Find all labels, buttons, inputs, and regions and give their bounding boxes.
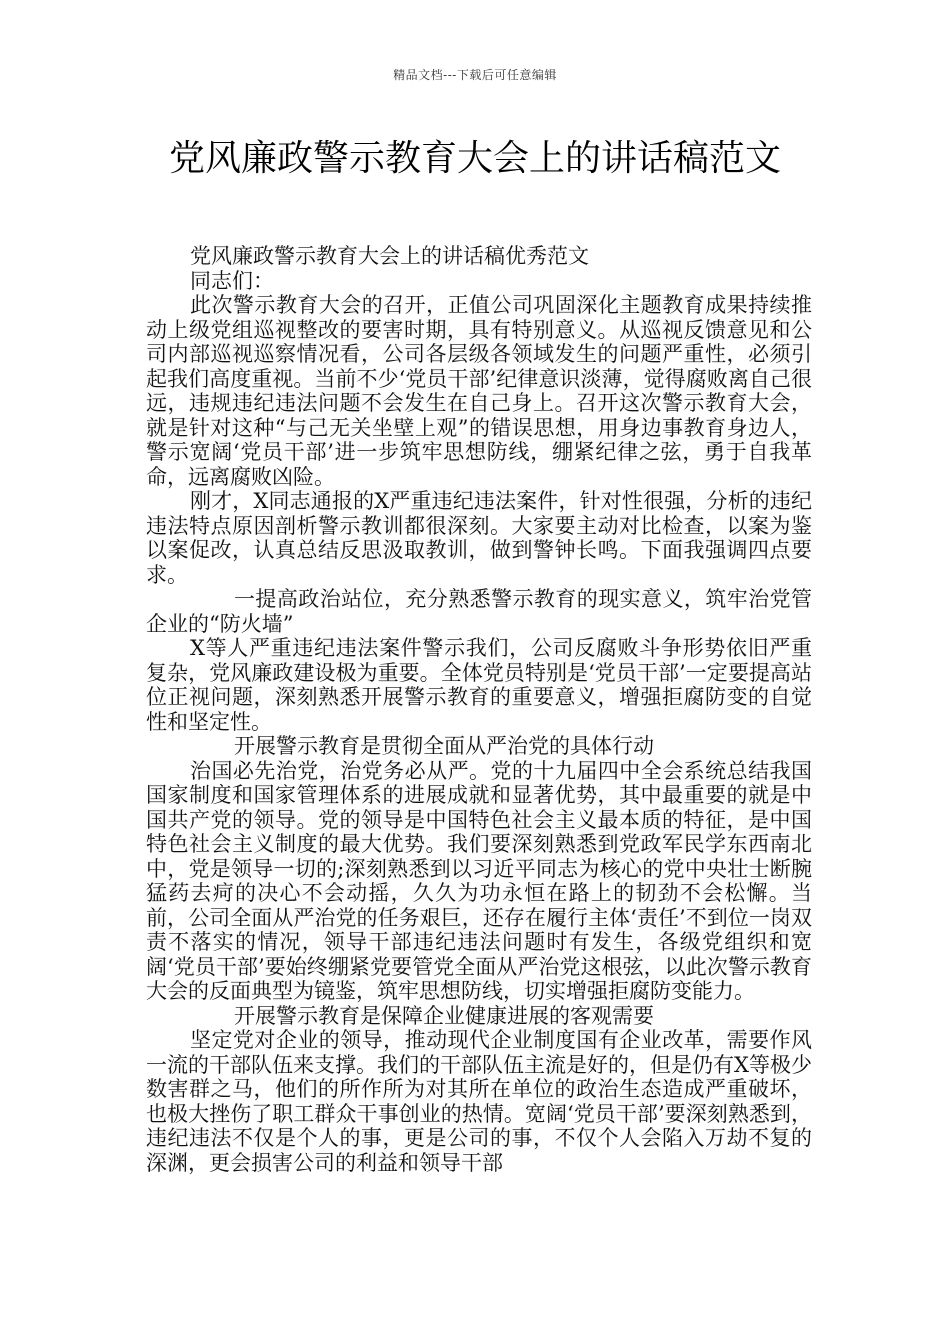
section-heading: 一提高政治站位，充分熟悉警示教育的现实意义，筑牢治党管企业的“防火墙” <box>146 587 812 636</box>
subsection-heading: 开展警示教育是保障企业健康进展的客观需要 <box>234 1003 654 1028</box>
body-paragraph: X等人严重违纪违法案件警示我们，公司反腐败斗争形势依旧严重复杂，党风廉政建设极为重要。全体党员特别是‘党员干部’一定要提高站位正视问题，深刻熟悉开展警示教育的重要意义，增强拒腐防变的自觉性和坚定性。 <box>146 636 812 734</box>
header-note: 精品文档---下载后可任意编辑 <box>393 68 557 82</box>
document-title: 党风廉政警示教育大会上的讲话稿范文 <box>168 138 781 179</box>
salutation-paragraph: 同志们： <box>190 268 274 293</box>
document-body <box>146 244 812 1175</box>
body-paragraph: 治国必先治党，治党务必从严。党的十九届四中全会系统总结我国国家制度和国家管理体系的进展成就和显著优势，其中最重要的就是中国共产党的领导。党的领导是中国特色社会主义最本质的特征，是中国特色社会主义制度的最大优势。我们要深刻熟悉到党政军民学东西南北中，党是领导一切的;深刻熟悉到以习近平同志为核心的党中央壮士断腕猛药去疴的决心不会动摇，久久为功永恒在路上的韧劲不会松懈。当前，公司全面从严治党的任务艰巨，还存在履行主体‘责任’不到位一岗双责不落实的情况，领导干部违纪违法问题时有发生，各级党组织和宽阔‘党员干部’要始终绷紧党要管党全面从严治党这根弦，以此次警示教育大会的反面典型为镜鉴，筑牢思想防线，切实增强拒腐防变能力。 <box>146 758 812 1003</box>
body-paragraph: 此次警示教育大会的召开，正值公司巩固深化主题教育成果持续推动上级党组巡视整改的要害时期，具有特别意义。从巡视反馈意见和公司内部巡视巡察情况看，公司各层级各领域发生的问题严重性，必须引起我们高度重视。当前不少‘党员干部’纪律意识淡薄，觉得腐败离自己很远，违规违纪违法问题不会发生在自己身上。召开这次警示教育大会，就是针对这种“与己无关坐壁上观”的错误思想，用身边事教育身边人，警示宽阔‘党员干部’进一步筑牢思想防线，绷紧纪律之弦，勇于自我革命，远离腐败凶险。 <box>146 293 812 489</box>
body-paragraph: 刚才，X同志通报的X严重违纪违法案件，针对性很强，分析的违纪违法特点原因剖析警示教训都很深刻。大家要主动对比检查，以案为鉴以案促改，认真总结反思汲取教训，做到警钟长鸣。下面我强调四点要求。 <box>146 489 812 587</box>
subsection-heading: 开展警示教育是贯彻全面从严治党的具体行动 <box>234 734 654 758</box>
subtitle-paragraph: 党风廉政警示教育大会上的讲话稿优秀范文 <box>190 244 589 268</box>
body-paragraph: 坚定党对企业的领导，推动现代企业制度国有企业改革，需要作风一流的干部队伍来支撑。我们的干部队伍主流是好的，但是仍有X等极少数害群之马，他们的所作所为对其所在单位的政治生态造成严重破坏，也极大挫伤了职工群众干事创业的热情。宽阔‘党员干部’要深刻熟悉到，违纪违法不仅是个人的事，更是公司的事，不仅个人会陷入万劫不复的深渊，更会损害公司的利益和领导干部 <box>146 1028 812 1175</box>
